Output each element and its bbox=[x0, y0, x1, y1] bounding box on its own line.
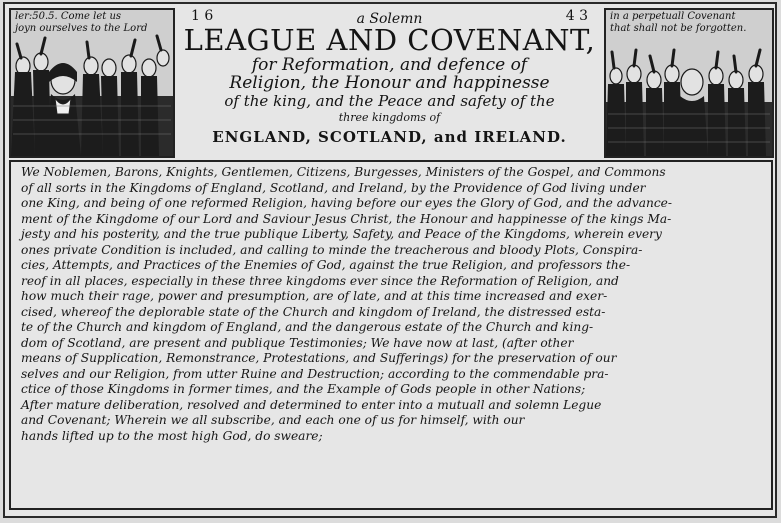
body-line: how much their rage, power and presumption, are of late, and at this time increased and exer- bbox=[21, 289, 608, 303]
body-line: selves and our Religion, from utter Ruine and Destruction; according to the commendable pra- bbox=[21, 366, 609, 381]
body-line: We Noblemen, Barons, Knights, Gentlemen, Citizens, Burgesses, Ministers of the Gospel, and Commons bbox=[21, 165, 666, 179]
body-line: After mature deliberation, resolved and determined to enter into a mutuall and solemn Legue bbox=[21, 397, 602, 412]
body-line: dom of Scotland, are present and publique Testimonies; We have now at last, (after other bbox=[21, 335, 574, 350]
left-engraving-panel bbox=[9, 8, 175, 158]
covenant-body-text bbox=[9, 160, 773, 510]
covenant-broadsheet bbox=[3, 2, 777, 518]
solemn-label: a Solemn bbox=[356, 11, 423, 27]
body-line: hands lifted up to the most high God, do sweare; bbox=[21, 428, 323, 443]
body-line: means of Supplication, Remonstrance, Protestations, and Sufferings) for the preservation of our bbox=[21, 351, 617, 365]
body-line: te of the Church and kingdom of England, and the dangerous estate of the Church and king- bbox=[21, 320, 594, 334]
right-caption-line: that shall not be forgotten. bbox=[610, 23, 747, 34]
body-line: jesty and his posterity, and the true publique Liberty, Safety, and Peace of the Kingdoms, wherein every bbox=[21, 227, 662, 241]
subtitle-line-1: for Reformation, and defence of bbox=[251, 55, 528, 75]
subtitle-line-2: Religion, the Honour and happinesse bbox=[229, 73, 550, 93]
body-line: ones private Condition is included, and calling to minde the treacherous and bloody Plots, Conspira- bbox=[21, 242, 643, 257]
right-engraving-caption bbox=[610, 11, 768, 35]
body-line: reof in all places, especially in these three kingdoms ever since the Reformation of Religion, and bbox=[21, 273, 619, 288]
subtitle-line-4: three kingdoms of bbox=[338, 111, 441, 124]
year-left: 1 6 bbox=[191, 8, 214, 24]
left-caption-line: ler:50.5. Come let us bbox=[15, 11, 122, 22]
body-line: of all sorts in the Kingdoms of England, Scotland, and Ireland, by the Providence of God living under bbox=[21, 180, 646, 195]
body-line: ctice of those Kingdoms in former times, and the Example of Gods people in other Nations; bbox=[21, 382, 586, 396]
right-caption-line: in a perpetuall Covenant bbox=[610, 11, 736, 22]
year-right: 4 3 bbox=[565, 8, 588, 24]
left-engraving-caption bbox=[15, 11, 169, 35]
body-line: and Covenant; Wherein we all subscribe, and each one of us for himself, with our bbox=[21, 413, 525, 427]
body-line: one King, and being of one reformed Religion, having before our eyes the Glory of God, and the advance- bbox=[21, 196, 672, 210]
body-line: cised, whereof the deplorable state of the Church and kingdom of Ireland, the distressed esta- bbox=[21, 304, 606, 319]
right-engraving-panel bbox=[604, 8, 774, 158]
subtitle-line-3: of the king, and the Peace and safety of the bbox=[224, 92, 555, 110]
main-title: LEAGUE AND COVENANT, bbox=[183, 23, 596, 57]
title-block bbox=[177, 8, 602, 158]
body-line: ment of the Kingdome of our Lord and Saviour Jesus Christ, the Honour and happinesse of the kings Ma- bbox=[21, 211, 672, 226]
body-line: cies, Attempts, and Practices of the Enemies of God, against the true Religion, and professors the- bbox=[21, 258, 631, 272]
left-caption-line: joyn ourselves to the Lord bbox=[15, 23, 148, 34]
kingdoms-line: ENGLAND, SCOTLAND, and IRELAND. bbox=[212, 128, 567, 146]
